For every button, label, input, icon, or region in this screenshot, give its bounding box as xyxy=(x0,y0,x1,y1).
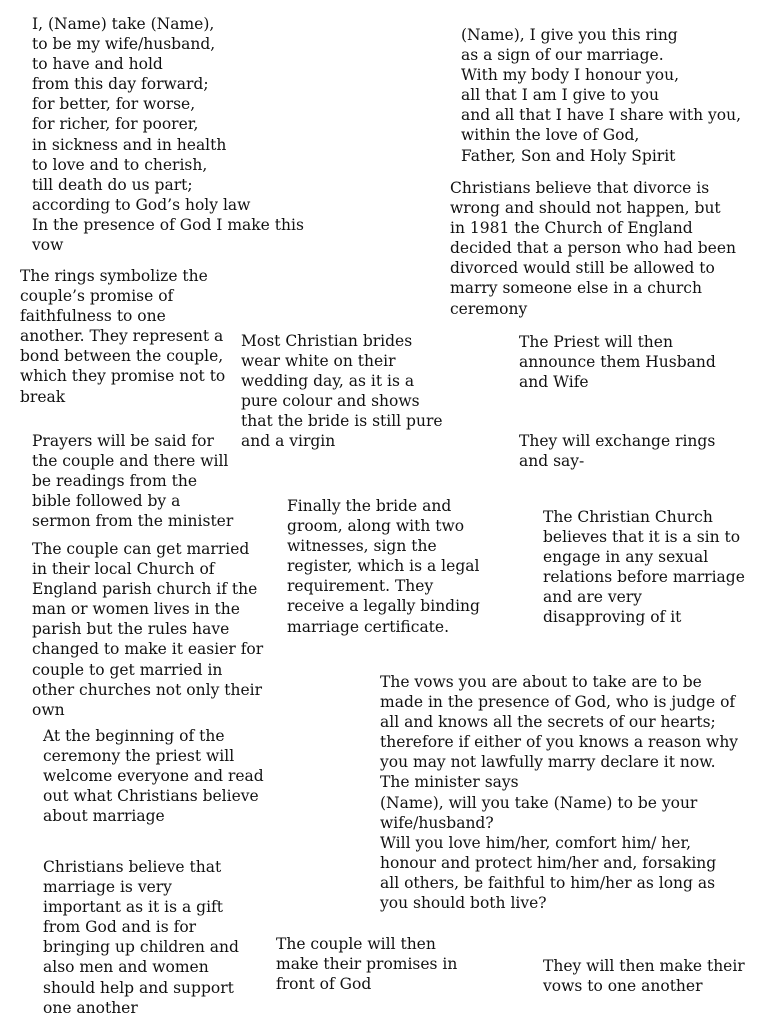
ceremony-beginning-text-block: At the beginning of the ceremony the priest will welcome everyone and read out what Christians believe about marriage xyxy=(43,727,264,826)
prayers-text-block: Prayers will be said for the couple and there will be readings from the bible followed by a sermon from the minister xyxy=(32,432,234,531)
priest-announce-text-block: The Priest will then announce them Husband and Wife xyxy=(519,333,716,392)
divorce-belief-text-block: Christians believe that divorce is wrong and should not happen, but in 1981 the Church of England decided that a person who had been divorced would still be allowed to marry someone else in a church ceremony xyxy=(450,179,736,318)
sign-register-text-block: Finally the bride and groom, along with two witnesses, sign the register, which is a legal requirement. They receive a legally binding marriage certificate. xyxy=(287,497,480,636)
ring-vow-text-block: (Name), I give you this ring as a sign of our marriage. With my body I honour you, all that I am I give to you and all that I have I share with you, within the love of God, Father, Son and Holy Spirit xyxy=(461,26,741,165)
white-dress-text-block: Most Christian brides wear white on their wedding day, as it is a pure colour and shows that the bride is still pure and a virgin xyxy=(241,332,443,451)
make-promises-text-block: The couple will then make their promises in front of God xyxy=(276,935,458,994)
local-church-text-block: The couple can get married in their local Church of England parish church if the man or women lives in the parish but the rules have changed to make it easier for couple to get married in other churches not only their own xyxy=(32,540,264,719)
rings-symbolize-text-block: The rings symbolize the couple’s promise of faithfulness to one another. They represent a bond between the couple, which they promise not to break xyxy=(20,267,226,406)
minister-says-text-block: The vows you are about to take are to be made in the presence of God, who is judge of all and knows all the secrets of our hearts; therefore if either of you knows a reason why you may not lawfully marry declare it now. The minister says (Name), will you take (Name) to be your wife/husband? Will you love him/her, comfort him/ her, honour and protect him/her and, forsaking all others, be faithful to him/her as long as you should both live? xyxy=(380,673,739,913)
sin-belief-text-block: The Christian Church believes that it is a sin to engage in any sexual relations before marriage and are very disapproving of it xyxy=(543,508,745,627)
make-vows-text-block: They will then make their vows to one another xyxy=(543,957,745,996)
vow-text-block: I, (Name) take (Name), to be my wife/husband, to have and hold from this day forward; for better, for worse, for richer, for poorer, in sickness and in health to love and to cherish, till death do us part; according to God’s holy law In the presence of God I make this vow xyxy=(32,15,304,255)
marriage-gift-text-block: Christians believe that marriage is very important as it is a gift from God and is for bringing up children and also men and women should help and support one another xyxy=(43,858,239,1017)
exchange-rings-text-block: They will exchange rings and say- xyxy=(519,432,716,471)
